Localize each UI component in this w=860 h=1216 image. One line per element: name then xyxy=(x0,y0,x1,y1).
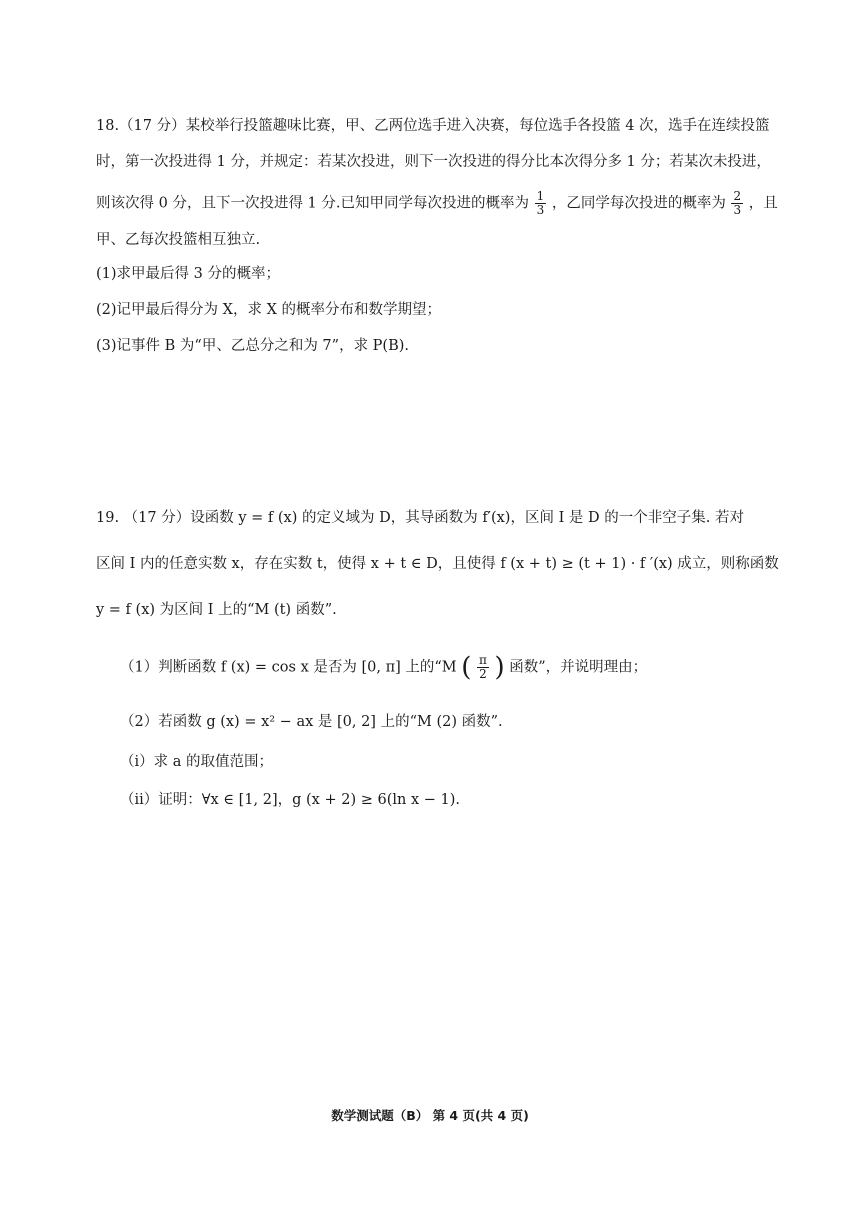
fraction-denominator: 2 xyxy=(479,667,487,681)
q19-part-2-i: （i）求 a 的取值范围； xyxy=(120,754,273,770)
fraction-denominator: 3 xyxy=(733,203,742,217)
q18-part-2: (2)记甲最后得分为 X，求 X 的概率分布和数学期望； xyxy=(96,302,442,318)
q19-part-1-text-b: 函数”，并说明理由； xyxy=(509,659,648,676)
q19-line-3: y = f (x) 为区间 I 上的“M (t) 函数”. xyxy=(96,602,337,618)
page-footer: 数学测试题（B） 第 4 页(共 4 页) xyxy=(331,1108,529,1123)
right-paren-glyph: ) xyxy=(494,652,505,683)
left-paren-glyph: ( xyxy=(461,652,472,683)
q19-part-2: （2）若函数 g (x) = x² − ax 是 [0, 2] 上的“M (2) 函数”. xyxy=(120,714,503,730)
q18-line-2: 时，第一次投进得 1 分，并规定：若某次投进，则下一次投进的得分比本次得分多 1 分；若某次未投进， xyxy=(96,154,771,170)
fraction-numerator: 1 xyxy=(536,189,545,203)
fraction-denominator: 3 xyxy=(536,203,545,217)
fraction-one-third xyxy=(535,190,547,217)
q19-part-2-ii: （ii）证明：∀x ∈ [1, 2]，g (x + 2) ≥ 6(ln x − 1). xyxy=(120,792,460,808)
fraction-numerator: 2 xyxy=(733,189,742,203)
fraction-two-thirds xyxy=(731,190,743,217)
fraction-numerator: π xyxy=(479,653,487,667)
q19-part-1 xyxy=(120,654,647,681)
q19-part-1-text-a: （1）判断函数 f (x) = cos x 是否为 [0, π] 上的“M xyxy=(120,659,457,676)
q18-part-3: (3)记事件 B 为“甲、乙总分之和为 7”，求 P(B). xyxy=(96,338,410,354)
q18-part-1: (1)求甲最后得 3 分的概率； xyxy=(96,266,280,282)
q18-line-3 xyxy=(96,190,778,217)
q18-line-4: 甲、乙每次投篮相互独立. xyxy=(96,232,261,248)
q18-line-3-text-a: 则该次得 0 分，且下一次投进得 1 分.已知甲同学每次投进的概率为 xyxy=(96,195,529,212)
q19-line-2: 区间 I 内的任意实数 x，存在实数 t，使得 x + t ∈ D，且使得 f (x + t) ≥ (t + 1) · f ′(x) 成立，则称函数 xyxy=(96,556,779,572)
fraction-pi-over-two xyxy=(477,654,489,681)
q19-line-1: 19. （17 分）设函数 y = f (x) 的定义域为 D，其导函数为 f′(x)，区间 I 是 D 的一个非空子集. 若对 xyxy=(96,510,744,526)
q18-line-3-text-c: ，且 xyxy=(748,195,778,212)
q18-line-3-text-b: ，乙同学每次投进的概率为 xyxy=(551,195,726,212)
q18-line-1: 18.（17 分）某校举行投篮趣味比赛，甲、乙两位选手进入决赛，每位选手各投篮 4 次，选手在连续投篮 xyxy=(96,118,770,134)
